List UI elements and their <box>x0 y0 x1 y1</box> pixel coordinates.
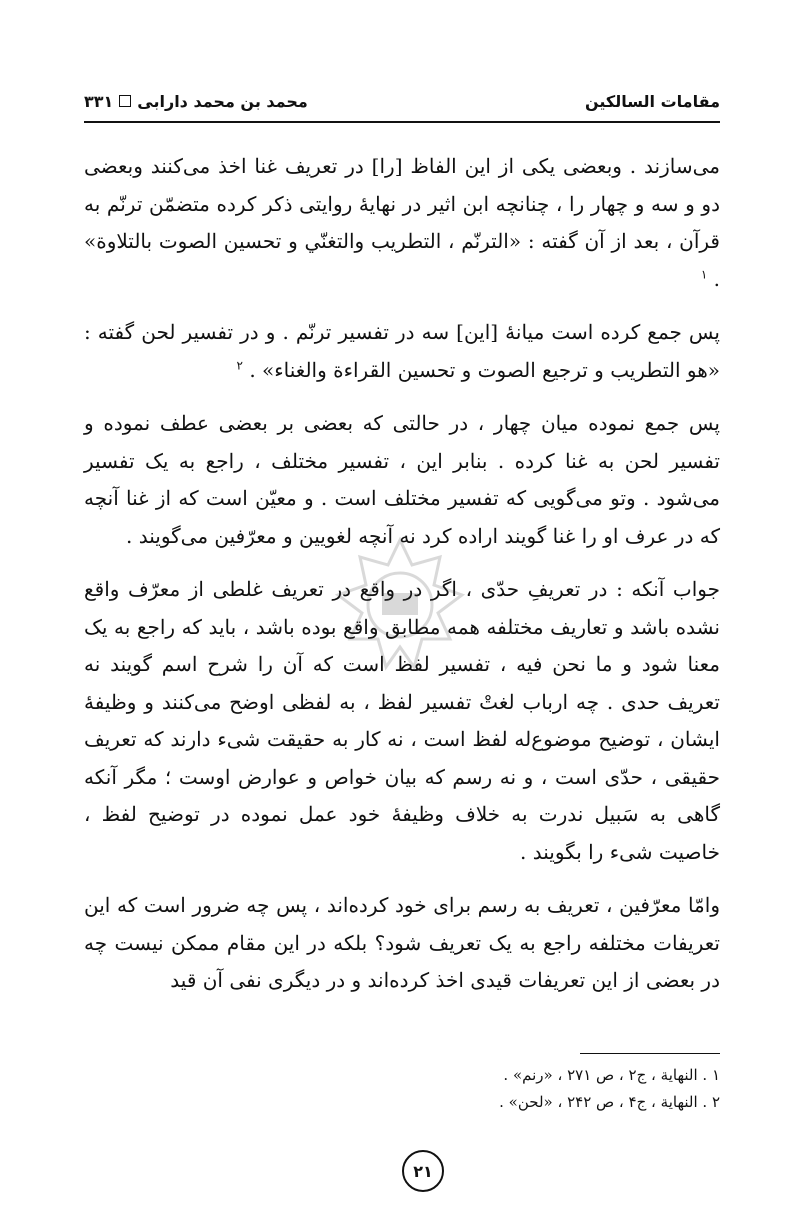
header-book-title: مقامات السالکین <box>584 91 720 111</box>
footnote: ۲ . النهایة ، ج۴ ، ص ۲۴۲ ، «لحن» . <box>499 1093 720 1111</box>
main-text <box>84 148 720 1016</box>
footnote-marker: ۲ <box>236 357 243 372</box>
paragraph: پس جمع کرده است میانهٔ [این] سه در تفسیر ترنّم . و در تفسیر لحن گفته : «هو التطریب و ترجیع الصوت و تحسین القراءة والغناء» . $^۲$ <box>84 320 720 382</box>
footnote-marker: ۱ <box>700 266 708 281</box>
page-number: ۲۱ <box>402 1150 444 1192</box>
footnote-divider <box>580 1053 720 1054</box>
running-header <box>84 88 720 114</box>
paragraph: جواب آنکه : در تعریفِ حدّی ، اگر در واقع در تعریف غلطی از معرّف واقع نشده باشد و تعاریف مختلفه همه مطابق واقع بوده باشد ، باید که راجع به یک معنا شود و ما نحن فیه ، تفسیر لفظ است که آن را شرح اسم گویند نه تعریف حدی . چه ارباب لغتْ تفسیر لفظ ، به لفظی اوضح می‌کنند و وظیفهٔ ایشان ، توضیح موضوع‌له لفظ است ، نه کار به حقیقت شیء دارند که تعریف حقیقی ، حدّی است ، و نه رسم که بیان خواص و عوارض اوست ؛ مگر آنکه گاهی به سَبیل ندرت به خلاف وظیفهٔ خود عمل نموده در توضیح لفظ ، خاصیت شیء را بگویند . <box>84 577 720 864</box>
footnote: ۱ . النهایة ، ج۲ ، ص ۲۷۱ ، «رنم» . <box>503 1066 720 1084</box>
header-author: محمد بن محمد دارابی <box>137 91 308 111</box>
paragraph: می‌سازند . وبعضی یکی از این الفاظ [را] در تعریف غنا اخذ می‌کنند وبعضی دو و سه و چهار را ، چنانچه ابن اثیر در نهایهٔ روایتی ذکر کرده متضمّن ترنّم به قرآن ، بعد از آن گفته : «الترنّم ، التطریب والتغنّي و تحسین الصوت بالتلاوة» . $^۱$ <box>84 154 720 291</box>
paragraph: وامّا معرّفین ، تعریف به رسم برای خود کرده‌اند ، پس چه ضرور است که این تعریفات مختلفه راجع به یک تعریف شود؟ بلکه در این مقام ممکن نیست چه در بعضی از این تعریفات قیدی اخذ کرده‌اند و در دیگری نفی آن قید <box>84 893 720 992</box>
paragraph: پس جمع نموده میان چهار ، در حالتی که بعضی بر بعضی عطف نموده و تفسیر لحن به غنا کرده . بنابر این ، تفسیر مختلف ، راجع به یک تفسیر می‌شود . وتو می‌گویی که تفسیر مختلف است . و معیّن است که از غنا آنچه که در عرف او را غنا گویند اراده کرد نه آنچه لغویین و معرّفین می‌گویند . <box>84 411 720 548</box>
header-divider <box>84 121 720 123</box>
header-author-page <box>84 92 308 111</box>
header-separator-icon <box>119 95 131 107</box>
footnotes <box>84 1062 720 1116</box>
header-original-page: ۳۳۱ <box>84 91 114 111</box>
